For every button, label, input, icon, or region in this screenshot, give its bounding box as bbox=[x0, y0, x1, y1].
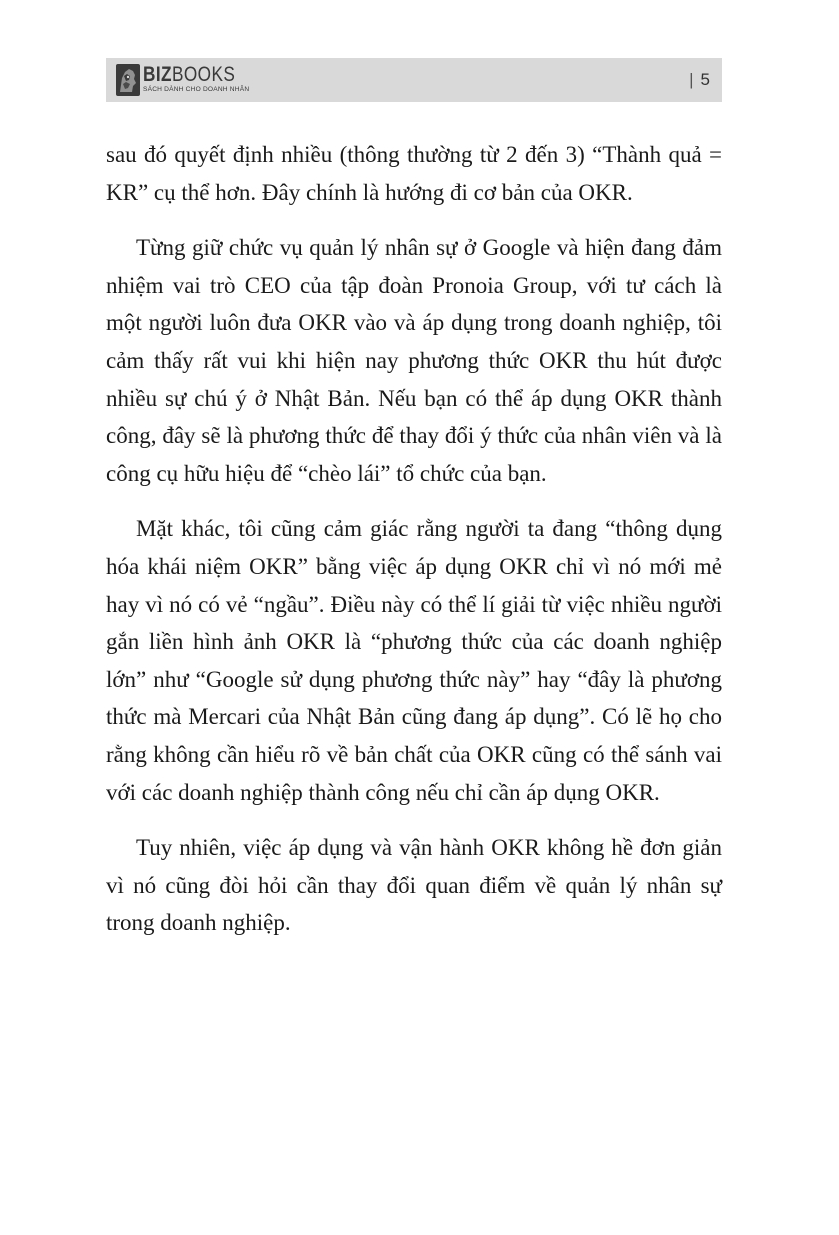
page-number-separator: | bbox=[689, 70, 694, 89]
logo-word-biz: BIZ bbox=[143, 63, 172, 86]
paragraph-2: Từng giữ chức vụ quản lý nhân sự ở Google và hiện đang đảm nhiệm vai trò CEO của tập đoàn Pronoia Group, với tư cách là một người luôn đưa OKR vào và áp dụng trong doanh nghiệp, tôi cảm thấy rất vui khi hiện nay phương thức OKR thu hút được nhiều sự chú ý ở Nhật Bản. Nếu bạn có thể áp dụng OKR thành công, đây sẽ là phương thức để thay đổi ý thức của nhân viên và là công cụ hữu hiệu để “chèo lái” tổ chức của bạn. bbox=[106, 235, 722, 486]
bizbooks-logo bbox=[116, 64, 256, 96]
paragraph-4: Tuy nhiên, việc áp dụng và vận hành OKR không hề đơn giản vì nó cũng đòi hỏi cần thay đổi quan điểm về quản lý nhân sự trong doanh nghiệp. bbox=[106, 835, 722, 936]
page-header bbox=[106, 58, 722, 102]
page-number: 5 bbox=[700, 70, 710, 89]
lion-emblem-icon bbox=[116, 64, 140, 96]
paragraph-1: sau đó quyết định nhiều (thông thường từ 2 đến 3) “Thành quả = KR” cụ thể hơn. Đây chính là hướng đi cơ bản của OKR. bbox=[106, 142, 722, 205]
body-text bbox=[106, 136, 722, 960]
logo-word-books: BOOKS bbox=[171, 63, 236, 86]
paragraph-3: Mặt khác, tôi cũng cảm giác rằng người ta đang “thông dụng hóa khái niệm OKR” bằng việc áp dụng OKR chỉ vì nó mới mẻ hay vì nó có vẻ “ngầu”. Điều này có thể lí giải từ việc nhiều người gắn liền hình ảnh OKR là “phương thức của các doanh nghiệp lớn” như “Google sử dụng phương thức này” hay “đây là phương thức mà Mercari của Nhật Bản cũng đang áp dụng”. Có lẽ họ cho rằng không cần hiểu rõ về bản chất của OKR cũng có thể sánh vai với các doanh nghiệp thành công nếu chỉ cần áp dụng OKR. bbox=[106, 516, 722, 805]
page-number-area bbox=[689, 70, 710, 90]
logo-tagline: SÁCH DÀNH CHO DOANH NHÂN bbox=[143, 86, 250, 93]
